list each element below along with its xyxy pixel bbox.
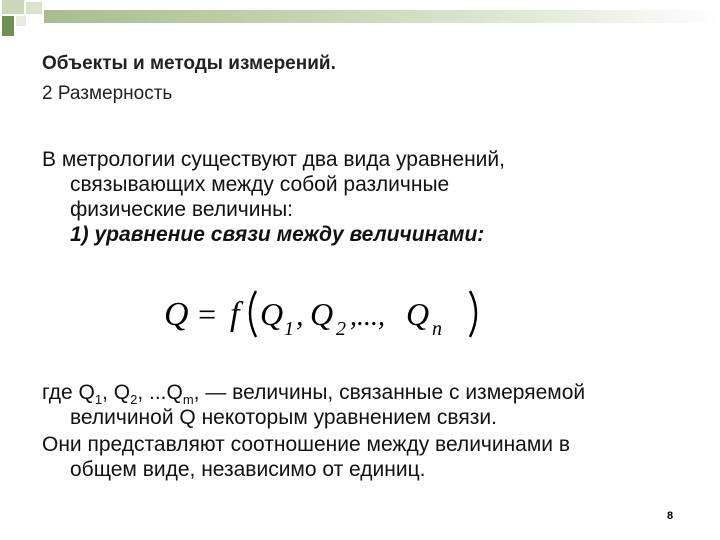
corner-decoration <box>26 2 42 14</box>
expl-line-2: величиной Q некоторым уравнением связи. <box>70 406 497 429</box>
slide-title: Объекты и методы измерений. <box>42 53 336 74</box>
intro-line-2: связывающих между собой различные <box>70 173 450 196</box>
corner-decoration <box>16 16 26 26</box>
intro-line-3: физические величины: <box>70 198 294 221</box>
eq-comma: , <box>296 299 304 332</box>
eq-lhs: Q <box>164 296 189 333</box>
note-paragraph <box>42 432 692 482</box>
expl-rest: , — величины, связанные с измеряемой <box>193 381 586 404</box>
right-paren <box>470 291 476 337</box>
corner-decoration <box>2 16 14 36</box>
eq-q2: Q <box>310 296 334 332</box>
note-line-2: общем виде, независимо от единиц. <box>70 458 426 481</box>
intro-line-1: В метрологии существуют два вида уравнений, <box>42 148 505 171</box>
eq-ellipsis: ,..., <box>350 301 385 332</box>
eq-func: f <box>230 296 240 333</box>
page-number: 8 <box>667 510 674 522</box>
expl-mid2: , ...Q <box>137 381 183 404</box>
slide-subtitle: 2 Размерность <box>42 83 173 104</box>
expl-sub2: 2 <box>130 392 138 408</box>
eq-sign: = <box>196 296 218 332</box>
equation <box>160 285 500 341</box>
expl-subm: m <box>182 392 194 408</box>
eq-sub1: 1 <box>284 318 294 340</box>
eq-qn: Q <box>406 296 430 332</box>
eq-sub2: 2 <box>336 318 346 340</box>
expl-mid1: , Q <box>102 381 131 404</box>
expl-sub1: 1 <box>94 392 103 408</box>
header-bar <box>44 10 720 23</box>
expl-prefix: где Q <box>42 381 95 404</box>
intro-line-4: 1) уравнение связи между величинами: <box>70 223 485 246</box>
left-paren <box>250 291 256 337</box>
note-line-1: Они представляют соотношение между величинами в <box>42 433 571 456</box>
intro-paragraph <box>42 147 692 247</box>
eq-subn: n <box>432 318 442 340</box>
corner-decoration <box>2 0 24 14</box>
eq-q1: Q <box>260 296 284 332</box>
explanation-paragraph <box>42 380 692 430</box>
